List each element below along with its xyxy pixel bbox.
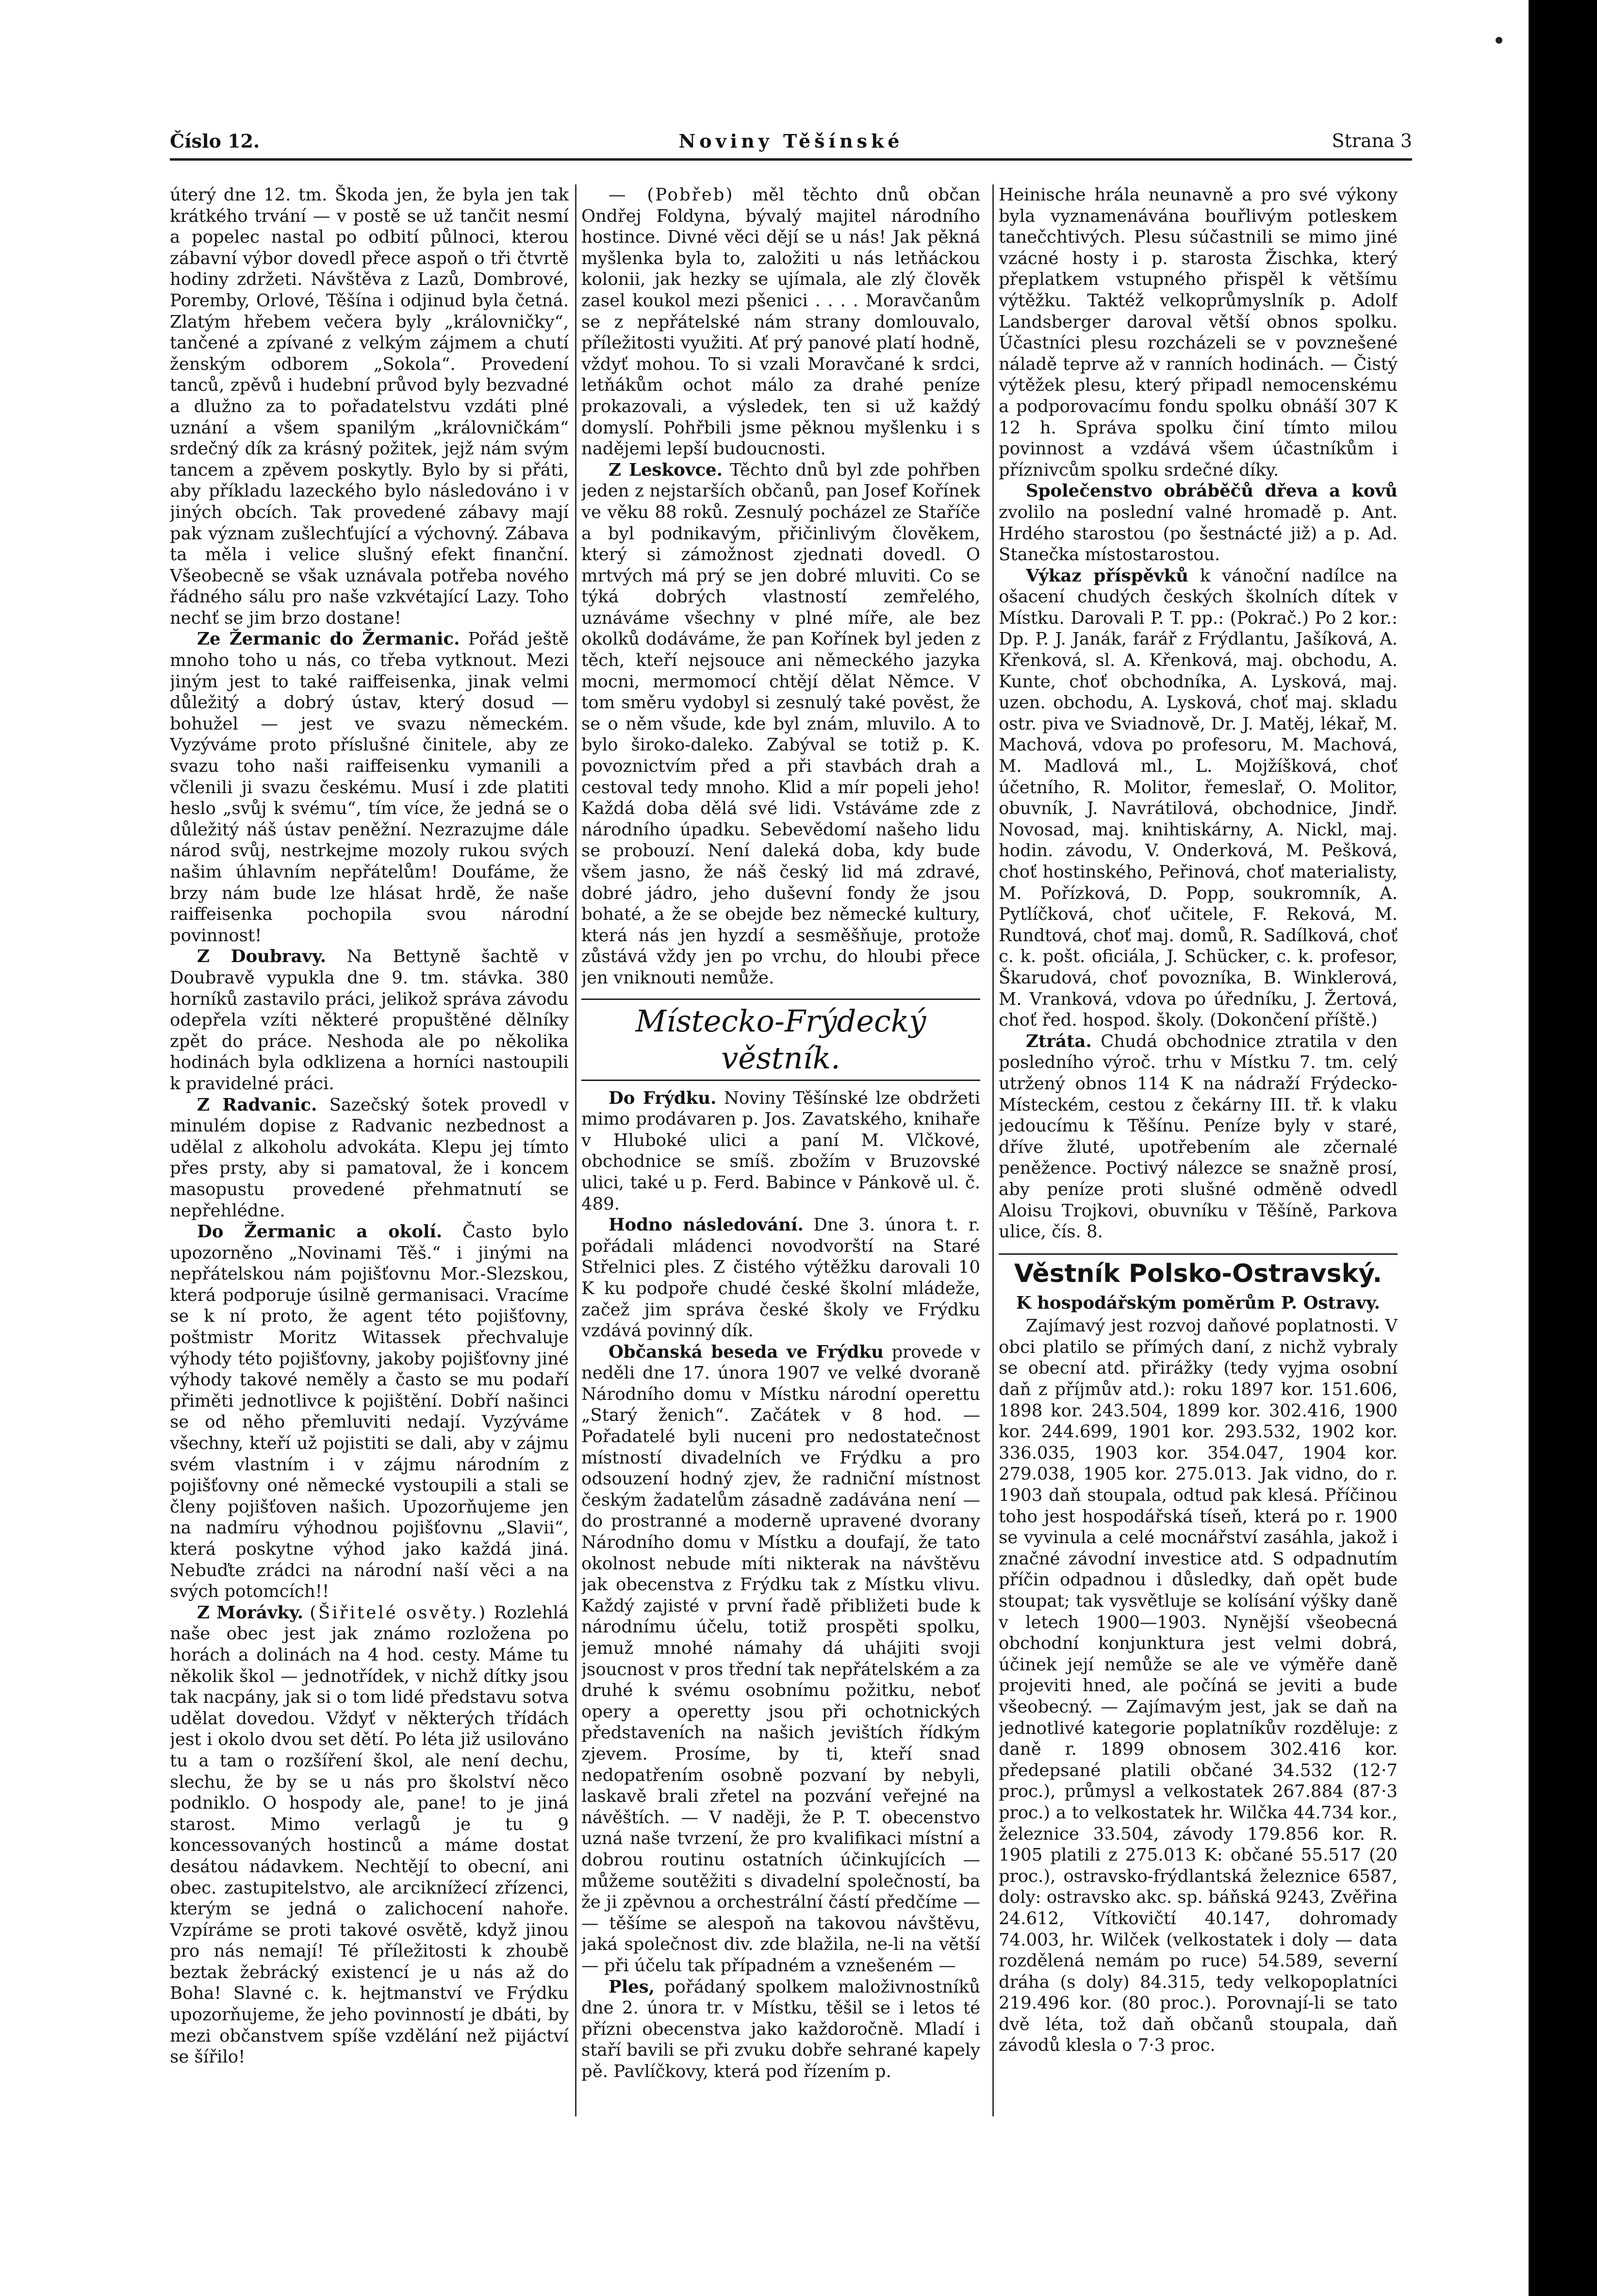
issue-number: Číslo 12.: [170, 130, 260, 152]
column-3: [999, 184, 1398, 2131]
article-heading: — (Pobřeb): [609, 185, 734, 205]
article-paragraph: Společenstvo obráběčů dřeva a kovů zvolilo na poslední valné hromadě p. Ant. Hrdého starostou (po šestnácté již) a p. Ad. Stanečka místostarostou.: [999, 481, 1398, 565]
article-heading: K hospodářským poměrům P. Ostravy.: [1016, 1293, 1381, 1313]
article-paragraph: Z Doubravy. Na Bettyně šachtě v Doubravě vypukla dne 9. tm. stávka. 380 horníků zastavilo práci, jelikož správa závodu odepřela vzíti některé propuštěné dělníky zpět do práce. Neshoda ale po několika hodinách byla odklizena a horníci nastoupili k pravidelné práci.: [170, 947, 569, 1094]
article-paragraph: Zajímavý jest rozvoj daňové poplatnosti. V obci platilo se přímých daní, z nichž vybraly se obecní atd. přirážky (tedy vyjma osobní daň z příjmův atd.): roku 1897 kor. 151.606, 1898 kor. 243.504, 1899 kor. 302.416, 1900 kor. 244.699, 1901 kor. 293.532, 1902 kor. 336.035, 1903 kor. 354.047, 1904 kor. 279.038, 1905 kor. 275.013. Jak vidno, do r. 1903 daň stoupala, odtud pak klesá. Příčinou toho jest hospodářská tíseň, která po r. 1900 se vyvinula a celé mocnářství zasáhla, jakož i značné závodní investice atd. S odpadnutím příčin odpadnou i důsledky, daň opět bude stoupat; tak vysvětluje se kolísání výšky daně v letech 1900—1903. Nynější všeobecná obchodní konjunktura jest velmi dobrá, účinek její nemůže se ale ve výměře daně projeviti hned, ale počíná se jeviti a bude všeobecný. — Zajímavým jest, jak se daň na jednotlivé kategorie poplatníkův rozděluje: z daně r. 1899 obnosem 302.416 kor. předepsané platili občané 34.532 (12·7 proc.), průmysl a velkostatek 267.884 (87·3 proc.) a to velkostatek hr. Wilčka 44.734 kor., železnice 33.504, závody 179.856 kor. R. 1905 platili z 275.013 K: občané 55.517 (20 proc.), ostravsko-frýdlantská železnice 6587, doly: ostravsko akc. sp. báňská 9243, Zvěřina 24.612, Vítkovičtí 40.147, dohromady 74.003, hr. Wilček (velkostatek i doly — data rozdělená nemám po ruce) 54.589, severní dráha (s doly) 84.315, tedy velkopoplatníci 219.496 kor. (80 proc.). Porovnají-li se tato dvě léta, tož daň občanů stoupala, daň závodů klesla o 7·3 proc.: [999, 1316, 1398, 2056]
article-heading: Z Radvanic.: [197, 1095, 317, 1115]
article-paragraph: Heinische hrála neunavně a pro své výkony byla vyznamenávána bouřlivým potleskem tanečchtivých. Plesu súčastnili se mimo jiné vzácné hosty i p. starosta Žischka, který přeplatkem vstupného přispěl k většímu výtěžku. Taktéž velkoprůmyslník p. Adolf Landsberger daroval větší obnos spolku. Účastníci plesu rozcházeli se v povznešené náladě teprve až v ranních hodinách. — Čistý výtěžek plesu, který připadl nemocenskému a podporovacímu fondu spolku obnáší 307 K 12 h. Správa spolku činí tímto milou povinnost a vzdává všem účastníkům i příznivcům spolku srdečné díky.: [999, 185, 1398, 480]
article-heading: Do Žermanic a okolí.: [197, 1222, 443, 1242]
article-heading: Společenstvo obráběčů dřeva a kovů: [1026, 481, 1398, 501]
article-paragraph: Z Morávky. (Šiřitelé osvěty.) Rozlehlá naše obec jest jak známo rozložena po horách a dolinách na 4 hod. cesty. Máme tu několik škol — jednotřídek, v nichž dítky jsou tak nacpány, jak si o tom lidé představu sotva udělat dovedou. Vždyť v některých třídách jest i okolo dvou set dětí. Po léta již usilováno tu a tam o rozšíření škol, ale není dechu, slechu, že by se u nás pro školství něco podniklo. O hospody ale, pane! to je jiná starost. Mimo verlagů je tu 9 koncessovaných hostinců a máme dostat desátou nádavkem. Nechtějí to obecní, ani obec. zastupitelstvo, ale arciknížecí zřízenci, kterým se jedná o zalichocení nahoře. Vzpíráme se proti takové osvětě, když jinou pro nás nemají! Té příležitosti k zhoubě beztak žebrácký existencí je u nás až do Boha! Slavné c. k. hejtmanství ve Frýdku upozorňujeme, že jeho povinností je dbáti, by mezi občanstvem spíše vzdělání než pijáctví se šířilo!: [170, 1602, 569, 2067]
column-1: [170, 184, 569, 2131]
article-paragraph: Do Frýdku. Noviny Těšínské lze obdržeti mimo prodávaren p. Jos. Zavatského, knihaře v Hluboké ulici a paní M. Vlčkové, obchodnice se smíš. zbožím v Bruzovské ulici, také u p. Ferd. Babince v Pánkově ul. č. 489.: [581, 1088, 980, 1214]
article-heading: Výkaz příspěvků: [1026, 566, 1188, 586]
article-paragraph: Z Radvanic. Sazečský šotek provedl v minulém dopise z Radvanic nezbednost a udělal z alkoholu advokáta. Klepu jej tímto přes prsty, aby si pamatoval, že i koncem masopustu provedené přehmatnutí se nepřehlédne.: [170, 1095, 569, 1221]
article-paragraph: Do Žermanic a okolí. Často bylo upozorněno „Novinami Těš.“ i jinými na nepřátelskou nám pojišťovnu Mor.-Slezskou, která podporuje úsilně germanisaci. Vracíme se k ní proto, že agent této pojišťovny, poštmistr Moritz Witassek přechvaluje výhody této pojišťovny, jakoby pojišťovny jiné výhody takové neměly a často se mu podaří přiměti jednotlivce k pojištění. Dobří našinci se od něho přemluviti nedají. Vyzýváme všechny, kteří už pojistiti se dali, aby v zájmu svém vlastním i v zájmu národním z pojišťovny oné německé vystoupili a stali se členy pojišťoven našich. Upozorňujeme jen na nadmíru výhodnou pojišťovnu „Slavii“, která poskytne výhod jako každá jiná. Nebuďte zrádci na národní naší věci a na svých potomcích!!: [170, 1222, 569, 1602]
article-paragraph: Ples, pořádaný spolkem maloživnostníků dne 2. února tr. v Místku, těšil se i letos té přízni obecenstva jako každoročně. Mladí i staří bavili se při zvuku dobře sehrané kapely pě. Pavlíčkovy, která pod řízením p.: [581, 1977, 980, 2081]
page-header: [170, 130, 1412, 155]
article-paragraph: Občanská beseda ve Frýdku provede v neděli dne 17. února 1907 ve velké dvoraně Národního domu v Místku národní operettu „Starý ženich“. Začátek v 8 hod. — Pořadatelé byli nuceni pro nedostatečnost místností divadelních ve Frýdku a pro odsouzení hodný zjev, že radniční místnost českým žadatelům zásadně zadávána není — do prostranné a moderně upravené dvorany Národního domu v Místku a doufají, že tato okolnost nebude míti nikterak na návštěvu jak obecenstva z Frýdku tak z Místku vlivu. Každý zajisté v první řadě přibližeti bude k národnímu účelu, totiž prospěti spolku, jemuž mnohé námahy dá uhájiti svoji jsoucnost v pros třední tak nepřátelském a za druhé k svému osobnímu požitku, neboť opery a operetty jsou při ochotnických představeních na našich jevištích řídkým zjevem. Prosíme, by ti, kteří snad nedopatřením osobně pozvaní by nebyli, laskavě brali zřetel na pozvání veřejné na návěštích. — V naději, že P. T. obecenstvo uzná naše tvrzení, že pro kvalifikaci místní a dobrou routinu ostatních účinkujících — můžeme soutěžiti s divadelní společností, ba že ji zpěvnou a orchestrální částí předčíme — — těšíme se alespoň na takovou návštěvu, jaká společnost div. zde blažila, ne-li na větší — při účelu tak případném a vznešeném —: [581, 1342, 980, 1976]
article-heading: Z Leskovce.: [609, 460, 723, 480]
article-paragraph: Výkaz příspěvků k vánoční nadílce na ošacení chudých českých školních dítek v Místku. Darovali P. T. pp.: (Pokrač.) Po 2 kor.: Dp. P. J. Janák, farář z Frýdlantu, Jašíková, A. Křenková, sl. A. Křenková, maj. obchodu, A. Kunte, choť obchodníka, A. Lysková, maj. uzen. obchodu, A. Lysková, choť maj. skladu ostr. piva ve Sviadnově, Dr. J. Matěj, lékař, M. Machová, vdova po profesoru, M. Machová, M. Madlová ml., L. Mojžíšková, choť účetního, R. Molitor, řemeslař, O. Molitor, obuvník, J. Navrátilová, obchodnice, Jindř. Novosad, maj. knihtiskárny, A. Nickl, maj. hodin. závodu, V. Onderková, M. Pešková, choť hostinského, Peřinová, choť materialisty, M. Pořízková, D. Popp, soukromník, A. Pytlíčková, choť učitele, F. Reková, M. Rundtová, choť maj. domů, R. Sadílková, choť c. k. pošt. oficiála, J. Schücker, c. k. profesor, Škarudová, choť povozníka, B. Winklerová, M. Vranková, vdova po úředníku, J. Žertová, choť řed. hospod. školy. (Dokončení příště.): [999, 566, 1398, 1031]
article-paragraph: Z Leskovce. Těchto dnů byl zde pohřben jeden z nejstarších občanů, pan Josef Kořínek ve věku 88 roků. Zesnulý pocházel ze Staříče a byl podnikavým, přičinlivým člověkem, který si zámožnost zjednati dovedl. O mrtvých má prý se jen dobré mluviti. Co se týká dobrých vlastností zemřelého, uznáváme všechny v plné míře, ale bez okolků dodáváme, že pan Kořínek byl jeden z těch, kteří nejsouce ani německého jazyka mocni, mermomocí chtějí dělat Němce. V tom směru vydobyl si zesnulý také pověst, že se o něm všude, kde byl znám, mluvilo. A to bylo široko-daleko. Zabýval se totiž p. K. povoznictvím před a při stavbách drah a cestoval tedy mnoho. Klid a mír popeli jeho! Každá doba dělá své lidi. Vstáváme zde z národního úpadku. Sebevědomí našeho lidu se probouzí. Není daleká doba, kdy bude všem jasno, že náš český lid má zdravé, dobré jádro, jeho duševní fondy že jsou bohaté, a že se obejde bez německé kultury, která nás jen hyzdí a sesměšňuje, protože zůstává vždy jen po vrchu, do hloubi přece jen vniknouti nemůže.: [581, 460, 980, 988]
column-2: [581, 184, 980, 2131]
column-rule: [575, 184, 576, 2116]
article-paragraph: Ze Žermanic do Žermanic. Pořád ještě mnoho toho u nás, co třeba vytknout. Mezi jiným jest to také raiffeisenka, jinak velmi důležitý a dobrý ústav, který dosud — bohužel — jest ve svazu německém. Vyzýváme proto příslušné činitele, aby ze svazu toho naši raiffeisenku vymanili a včlenili ji svazu českému. Musí i zde platiti heslo „svůj k svému“, tím více, že jedná se o důležitý náš ústav peněžní. Nezrazujme dále národ svůj, nestrkejme mozoly rukou svých našim úhlavním nepřátelům! Doufáme, že brzy nám bude lze hlásat hrdě, že naše raiffeisenka pochopila svou národní povinnost!: [170, 629, 569, 946]
article-paragraph: — (Pobřeb) měl těchto dnů občan Ondřej Foldyna, bývalý majitel národního hostince. Divné věci dějí se u nás! Jak pěkná myšlenka byla to, založiti u nás letňáckou kolonii, jak hezky se ujímala, ale zlý člověk zasel koukol mezi pšenici . . . . Moravčanům se z nepřátelské nám strany domlouvalo, příležitosti využiti. Ať prý panové platí hodně, vždyť mohou. To si vzali Moravčané k srdci, letňákům ochot málo za drahé peníze prokazovali, a výsledek, ten si už každý domyslí. Pohřbili jsme pěknou myšlenku i s nadějemi lepší budoucnosti.: [581, 185, 980, 459]
header-rule: [170, 158, 1412, 161]
section-title: Věstník Polsko-Ostravský.: [999, 1253, 1398, 1290]
page-number: Strana 3: [1332, 130, 1412, 151]
scan-corner-mark: [1496, 37, 1502, 44]
article-heading: Z Doubravy.: [197, 947, 327, 967]
article-heading: Ze Žermanic do Žermanic.: [197, 629, 460, 649]
article-heading: Z Morávky.: [197, 1602, 303, 1623]
article-heading: Ples,: [609, 1977, 655, 1997]
newspaper-title: Noviny Těšínské: [678, 130, 904, 152]
scan-page-edge: [1529, 0, 1597, 2296]
article-heading: Občanská beseda ve Frýdku: [609, 1342, 884, 1362]
column-rule: [992, 184, 994, 2116]
article-heading: Ztráta.: [1026, 1031, 1092, 1051]
article-heading: Hodno následování.: [609, 1215, 804, 1235]
section-title: Místecko-Frýdecký věstník.: [581, 998, 980, 1081]
article-paragraph: Hodno následování. Dne 3. února t. r. pořádali mládenci novodvorští na Staré Střelnici ples. Z čistého výtěžku darovali 10 K ku podpoře chudé české školní mládeže, začež jim správa české školy ve Frýdku vzdává povinný dík.: [581, 1215, 980, 1341]
article-heading: Do Frýdku.: [609, 1088, 717, 1108]
article-paragraph: Ztráta. Chudá obchodnice ztratila v den posledního výroč. trhu v Místku 7. tm. celý utržený obnos 114 K na nádraží Frýdecko-Místeckém, cestou z čekárny III. tř. k vlaku jedoucímu k Těšínu. Peníze byly v staré, dříve žluté, upotřebením ale zčernalé peněžence. Poctivý nálezce se snažně prosí, aby peníze proti slušné odměně odvedl Aloisu Trojkovi, obuvníku v Těšíně, Parkova ulice, čís. 8.: [999, 1031, 1398, 1242]
article-paragraph: úterý dne 12. tm. Škoda jen, že byla jen tak krátkého trvání — v postě se už tančit nesmí a popelec nastal po odbití půlnoci, kterou zábavní výbor dovedl přece aspoň o tři čtvrtě hodiny zdržeti. Návštěva z Lazů, Dombrové, Poremby, Orlové, Těšína i odjinud byla četná. Zlatým hřebem večera byly „královničky“, tančené a zpívané z velkým zájmem a chutí ženským odborem „Sokola“. Provedení tanců, zpěvů i hudební průvod byly bezvadné a dlužno za to pořadatelstvu vzdáti plné uznání a všem spanilým „královničkám“ srdečný dík za krásný požitek, jejž nám svým tancem a zpěvem poskytly. Bylo by si přáti, aby příkladu lazeckého bylo následováno i v jiných obcích. Tak provedené zábavy mají pak význam zušlechťující a výchovný. Zábava ta měla i velice slušný efekt finanční. Všeobecně se však uznávala potřeba nového řádného sálu pro naše vzkvétající Lazy. Toho nechť se jim brzo dostane!: [170, 185, 569, 628]
